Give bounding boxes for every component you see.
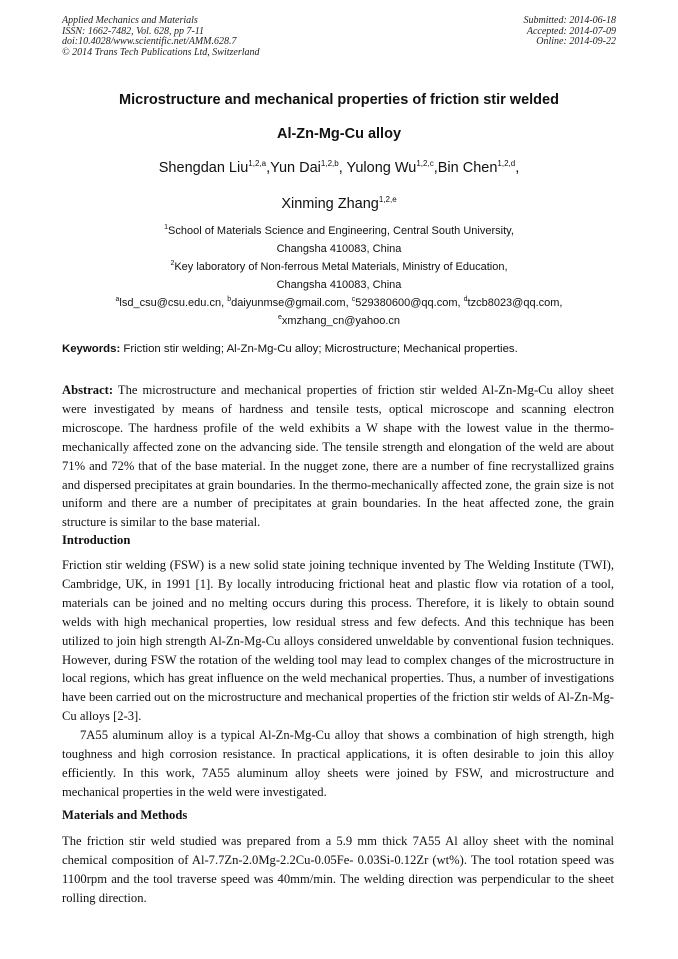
email-address: 529380600@qq.com,: [355, 297, 464, 309]
copyright-line: © 2014 Trans Tech Publications Ltd, Switzerland: [62, 46, 260, 58]
issn-line: ISSN: 1662-7482, Vol. 628, pp 7-11: [62, 25, 205, 37]
keywords-label: Keywords:: [62, 343, 121, 355]
introduction-heading: Introduction: [62, 533, 131, 547]
author-name: Xinming Zhang: [281, 196, 379, 212]
email-superscript: a: [115, 296, 120, 303]
authors-line-1: [40, 160, 638, 176]
affiliation-superscript: 1: [164, 224, 169, 231]
methods-paragraph-1: The friction stir weld studied was prepared from a 5.9 mm thick 7A55 Al alloy sheet with the nominal chemical composition of Al-7.7Zn-2.0Mg-2.2Cu-0.05Fe- 0.03Si-0.12Zr (wt%). The tool rotation speed was 1100rpm and the tool traverse speed was 40mm/min. The welding direction was perpendicular to the sheet rolling direction.: [62, 834, 614, 905]
author-separator: ,: [338, 160, 347, 176]
paper-title-line-2: Al-Zn-Mg-Cu alloy: [276, 126, 402, 142]
materials-methods-heading: Materials and Methods: [62, 808, 188, 822]
submission-dates: [524, 16, 617, 48]
introduction-body: [62, 556, 614, 802]
journal-info: [62, 16, 260, 58]
author-separator: ,: [266, 160, 271, 176]
author-separator: ,: [515, 160, 520, 176]
author-superscript: 1,2,a: [248, 159, 267, 168]
materials-methods-body: [62, 832, 614, 908]
abstract-label: Abstract:: [62, 383, 114, 397]
paper-title-line-1: Microstructure and mechanical properties of friction stir welded: [119, 92, 559, 108]
accepted-date: Accepted: 2014-07-09: [526, 25, 616, 37]
keywords-text: Friction stir welding; Al-Zn-Mg-Cu alloy; Microstructure; Mechanical properties.: [120, 343, 518, 355]
authors-line-2: [40, 196, 638, 212]
email-line-2: [30, 315, 648, 327]
author-name: Yulong Wu: [346, 160, 417, 176]
doi-line: doi:10.4028/www.scientific.net/AMM.628.7: [62, 36, 237, 48]
online-date: Online: 2014-09-22: [536, 36, 616, 48]
submitted-date: Submitted: 2014-06-18: [523, 15, 616, 26]
email-address: daiyunmse@gmail.com,: [231, 297, 352, 309]
author-name: Bin Chen: [437, 160, 498, 176]
email-address: xmzhang_cn@yahoo.cn: [281, 315, 401, 327]
journal-name: Applied Mechanics and Materials: [62, 15, 198, 26]
email-superscript: c: [351, 296, 356, 303]
keywords: [62, 343, 622, 355]
email-address: lsd_csu@csu.edu.cn,: [119, 297, 228, 309]
abstract-text: The microstructure and mechanical properties of friction stir welded Al-Zn-Mg-Cu alloy sheet were investigated by means of hardness and tensile tests, optical microscope and scanning electron microscope. The hardness profile of the weld exhibits a W shape with the lowest value in the thermo-mechanically affected zone on the advancing side. The tensile strength and elongation of the weld are about 71% and 72% that of the base material. In the nugget zone, there are a number of fine recrystallized grains and dispersed precipitates at grain boundaries. In the thermo-mechanically affected zone, the grain size is not uniform and there are a number of precipitates at grain boundaries. In the heat affected zone, the grain structure is similar to the base material.: [62, 383, 614, 530]
email-line: [30, 297, 648, 309]
email-superscript: d: [463, 296, 468, 303]
introduction-paragraph-1: Friction stir welding (FSW) is a new solid state joining technique invented by The Welding Institute (TWI), Cambridge, UK, in 1991 [1]. By locally introducing frictional heat and plastic flow via rotation of a tool, materials can be joined and no melting occurs during this process. Therefore, it is likely to obtain sound welds with high mechanical properties, low residual stress and few defects. And this technique has been utilized to join high strength Al-Zn-Mg-Cu alloys considered unweldable by conventional fusion techniques. However, during FSW the rotation of the welding tool may lead to complex changes of the microstructure in local regions, which has great influence on the weld mechanical properties. Thus, a number of investigations have been carried out on the microstructure and mechanical properties of the friction stir welds of Al-Zn-Mg-Cu alloys [2-3].: [62, 558, 614, 724]
email-address: tzcb8023@qq.com,: [467, 297, 563, 309]
author-superscript: 1,2,b: [320, 159, 339, 168]
affiliation-2-line-1: [30, 261, 648, 273]
email-superscript: e: [277, 314, 282, 321]
abstract: [62, 381, 614, 532]
author-superscript: 1,2,d: [497, 159, 516, 168]
author-separator: ,: [433, 160, 438, 176]
author-superscript: 1,2,c: [416, 159, 434, 168]
affiliation-text: Key laboratory of Non-ferrous Metal Materials, Ministry of Education,: [174, 261, 508, 273]
introduction-paragraph-2: 7A55 aluminum alloy is a typical Al-Zn-Mg-Cu alloy that shows a combination of high strength, high toughness and high corrosion resistance. In practical applications, it is often desirable to join this alloy efficiently. In this work, 7A55 aluminum alloy sheets were joined by FSW, and microstructure and mechanical properties in the weld were investigated.: [62, 728, 614, 799]
author-name: Shengdan Liu: [158, 160, 249, 176]
affiliation-superscript: 2: [170, 260, 175, 267]
email-superscript: b: [227, 296, 232, 303]
affiliation-1-line-2: Changsha 410083, China: [276, 243, 402, 255]
author-superscript: 1,2,e: [378, 195, 397, 204]
affiliation-2-line-2: Changsha 410083, China: [276, 279, 402, 291]
affiliation-text: School of Materials Science and Engineering, Central South University,: [168, 225, 514, 237]
author-name: Yun Dai: [270, 160, 321, 176]
affiliation-1-line-1: [30, 225, 648, 237]
